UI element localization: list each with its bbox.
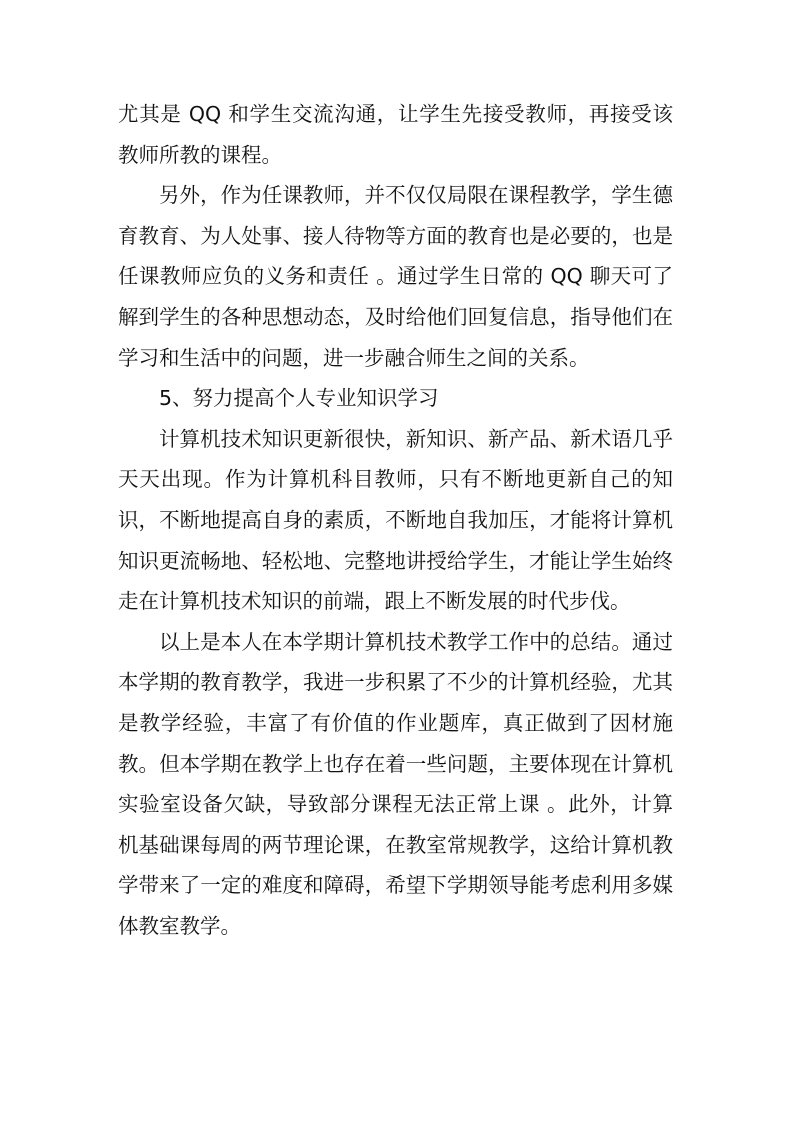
section-heading-professional-learning: 5、努力提高个人专业知识学习 [159,386,439,411]
paragraph-knowledge-update: 计算机技术知识更新很快，新知识、新产品、新术语几乎天天出现。作为计算机科目教师，只有不断地更新自己的知识，不断地提高自身的素质，不断地自我加压，才能将计算机知识更流畅地、轻松地、完整地讲授给学生，才能让学生始终走在计算机技术知识的前端，跟上不断发展的时代步伐。 [118,426,673,614]
document-body [118,94,673,946]
paragraph-summary: 以上是本人在本学期计算机技术教学工作中的总结。通过本学期的教育教学，我进一步积累了不少的计算机经验，尤其是教学经验，丰富了有价值的作业题库，真正做到了因材施教。但本学期在教学上也存在着一些问题，主要体现在计算机实验室设备欠缺，导致部分课程无法正常上课 。此外，计算机基础课每周的两节理论课，在教室常规教学，这给计算机教学带来了一定的难度和障碍，希望下学期领导能考虑利用多媒体教室教学。 [118,629,673,938]
paragraph-continuation: 尤其是 QQ 和学生交流沟通，让学生先接受教师，再接受该教师所教的课程。 [118,102,673,167]
paragraph-teacher-responsibility: 另外，作为任课教师，并不仅仅局限在课程教学，学生德育教育、为人处事、接人待物等方面的教育也是必要的，也是任课教师应负的义务和责任 。通过学生日常的 QQ 聊天可了解到学生的各种思想动态，及时给他们回复信息，指导他们在学习和生活中的问题，进一步融合师生之间的关系。 [118,183,673,370]
